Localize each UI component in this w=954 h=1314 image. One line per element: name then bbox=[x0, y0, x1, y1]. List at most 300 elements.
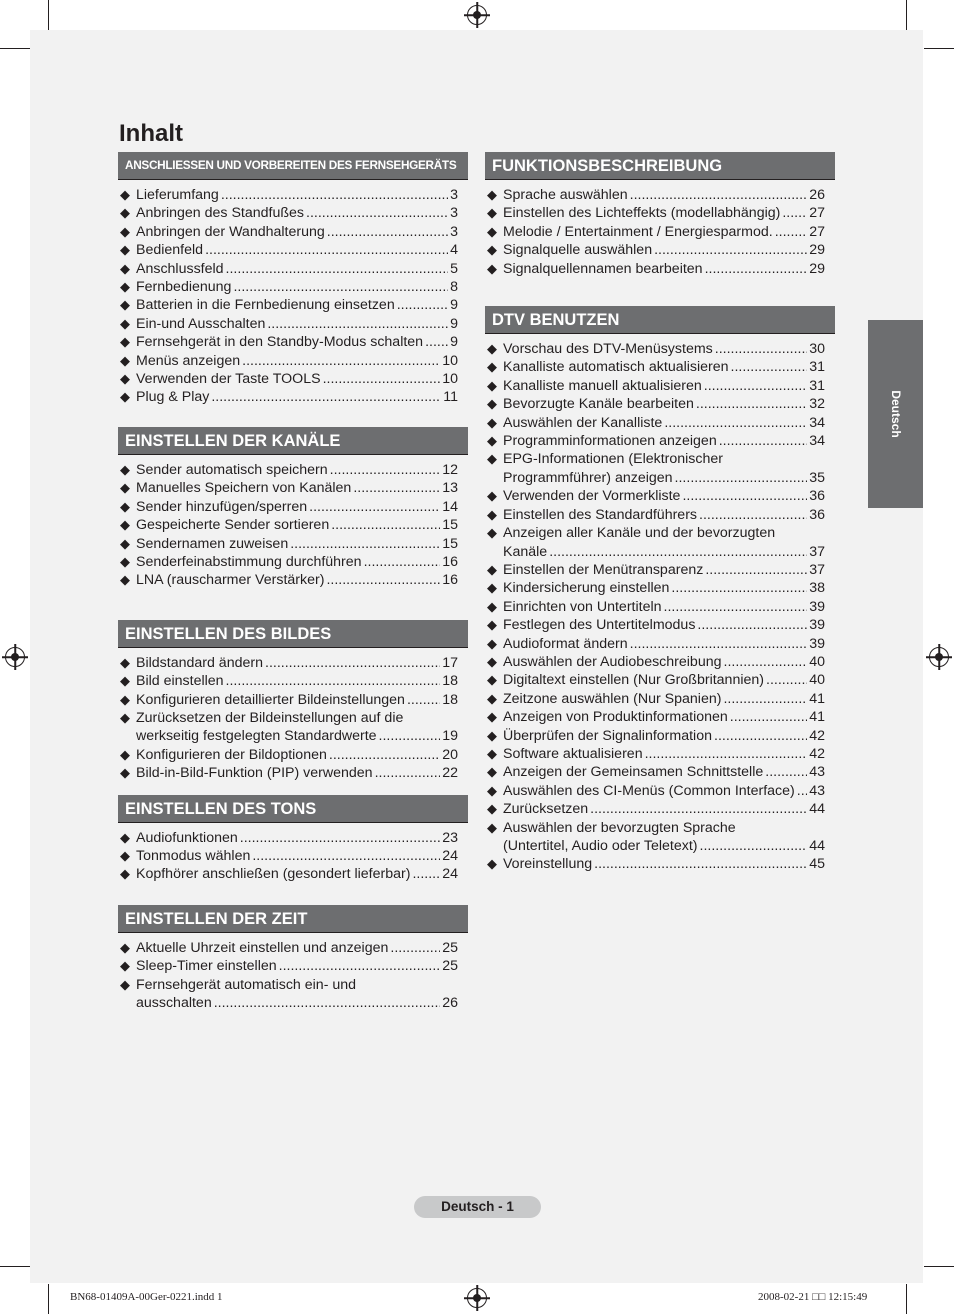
toc-entry-line bbox=[503, 223, 825, 241]
toc-page-number: 9 bbox=[450, 297, 458, 314]
toc-entry[interactable] bbox=[118, 746, 468, 764]
diamond-bullet-icon: ◆ bbox=[487, 377, 497, 393]
dot-leader bbox=[390, 939, 440, 957]
toc-page-number: 40 bbox=[809, 653, 825, 670]
diamond-bullet-icon: ◆ bbox=[120, 691, 130, 707]
toc-entry-text: Fernbedienung bbox=[136, 279, 232, 296]
toc-entry-line bbox=[136, 370, 458, 388]
dot-leader bbox=[309, 498, 440, 516]
dot-leader bbox=[290, 535, 440, 553]
crop-mark bbox=[0, 1266, 30, 1267]
toc-entry-line bbox=[503, 616, 825, 634]
print-timestamp: 2008-02-21 □□ 12:15:49 bbox=[758, 1291, 868, 1303]
diamond-bullet-icon: ◆ bbox=[120, 242, 130, 258]
diamond-bullet-icon: ◆ bbox=[487, 359, 497, 375]
toc-entry-line bbox=[503, 204, 825, 222]
toc-entry[interactable] bbox=[118, 571, 468, 589]
dot-leader bbox=[682, 487, 807, 505]
toc-entry[interactable] bbox=[118, 829, 468, 847]
toc-entry-line bbox=[136, 691, 458, 709]
diamond-bullet-icon: ◆ bbox=[487, 745, 497, 761]
dot-leader bbox=[326, 571, 440, 589]
diamond-bullet-icon: ◆ bbox=[487, 525, 497, 541]
toc-entry-text: Konfigurieren der Bildoptionen bbox=[136, 746, 327, 763]
toc-section bbox=[118, 795, 468, 884]
toc-entry-text: Signalquellennamen bearbeiten bbox=[503, 260, 703, 277]
toc-entry-list bbox=[118, 648, 468, 783]
dot-leader bbox=[205, 241, 448, 259]
dot-leader bbox=[797, 782, 807, 800]
toc-entry-text: Zeitzone auswählen (Nur Spanien) bbox=[503, 690, 722, 707]
toc-entry[interactable] bbox=[485, 855, 835, 873]
section-heading: EINSTELLEN DER KANÄLE bbox=[118, 427, 468, 455]
diamond-bullet-icon: ◆ bbox=[120, 572, 130, 588]
toc-entry-line bbox=[136, 553, 458, 571]
toc-entry-line bbox=[503, 377, 825, 395]
toc-entry[interactable] bbox=[118, 654, 468, 672]
toc-page-number: 39 bbox=[809, 598, 825, 615]
toc-page-number: 12 bbox=[442, 461, 458, 478]
diamond-bullet-icon: ◆ bbox=[487, 819, 497, 835]
toc-page-number: 4 bbox=[450, 242, 458, 259]
toc-page-number: 9 bbox=[450, 334, 458, 351]
diamond-bullet-icon: ◆ bbox=[120, 389, 130, 405]
toc-entry[interactable] bbox=[118, 370, 468, 388]
toc-entry[interactable] bbox=[118, 672, 468, 690]
toc-entry-text: Audioformat ändern bbox=[503, 635, 628, 652]
toc-entry[interactable] bbox=[485, 506, 835, 524]
section-heading: EINSTELLEN DER ZEIT bbox=[118, 905, 468, 933]
toc-entry-text: Konfigurieren detaillierter Bildeinstellungen bbox=[136, 691, 405, 708]
toc-entry-line bbox=[136, 498, 458, 516]
toc-entry-line bbox=[136, 709, 458, 727]
toc-page-number: 38 bbox=[809, 580, 825, 597]
toc-entry-text: Digitaltext einstellen (Nur Großbritannien) bbox=[503, 672, 765, 689]
toc-entry-text: Vorschau des DTV-Menüsystems bbox=[503, 341, 713, 358]
dot-leader bbox=[664, 598, 808, 616]
toc-entry[interactable] bbox=[118, 204, 468, 222]
toc-entry[interactable] bbox=[485, 579, 835, 597]
toc-entry[interactable] bbox=[485, 690, 835, 708]
dot-leader bbox=[379, 727, 441, 745]
toc-entry-line bbox=[503, 782, 825, 800]
toc-entry[interactable] bbox=[485, 260, 835, 278]
diamond-bullet-icon: ◆ bbox=[487, 451, 497, 467]
toc-page-number: 25 bbox=[442, 939, 458, 956]
diamond-bullet-icon: ◆ bbox=[120, 223, 130, 239]
diamond-bullet-icon: ◆ bbox=[120, 187, 130, 202]
toc-entry-line bbox=[503, 487, 825, 505]
toc-entry-line bbox=[503, 819, 825, 837]
toc-entry[interactable] bbox=[118, 260, 468, 278]
section-heading: FUNKTIONSBESCHREIBUNG bbox=[485, 152, 835, 180]
toc-entry[interactable] bbox=[118, 709, 468, 746]
toc-page-number: 44 bbox=[809, 838, 825, 854]
toc-entry[interactable] bbox=[485, 671, 835, 689]
toc-entry-text: Auswählen der Kanalliste bbox=[503, 414, 663, 431]
toc-page-number: 3 bbox=[450, 187, 458, 203]
toc-entry-line bbox=[136, 746, 458, 764]
dot-leader bbox=[226, 260, 449, 278]
toc-entry-text: Bedienfeld bbox=[136, 242, 204, 259]
toc-page-number: 27 bbox=[809, 205, 825, 222]
toc-entry-text: Zurücksetzen bbox=[503, 801, 589, 818]
crop-mark bbox=[48, 1284, 49, 1314]
toc-entry[interactable] bbox=[118, 976, 468, 1013]
dot-leader bbox=[221, 186, 448, 204]
diamond-bullet-icon: ◆ bbox=[487, 635, 497, 651]
toc-entry[interactable] bbox=[118, 241, 468, 259]
toc-page-number: 9 bbox=[450, 315, 458, 332]
toc-entry-line bbox=[136, 388, 458, 406]
diamond-bullet-icon: ◆ bbox=[120, 553, 130, 569]
dot-leader bbox=[240, 829, 440, 847]
toc-entry-list bbox=[118, 180, 468, 407]
toc-entry[interactable] bbox=[485, 763, 835, 781]
dot-leader bbox=[715, 340, 807, 358]
toc-entry[interactable] bbox=[485, 653, 835, 671]
toc-page-number: 25 bbox=[442, 958, 458, 975]
toc-entry-text: LNA (rauscharmer Verstärker) bbox=[136, 572, 325, 589]
toc-entry-line bbox=[136, 994, 458, 1012]
toc-entry[interactable] bbox=[118, 939, 468, 957]
toc-page-number: 29 bbox=[809, 260, 825, 277]
diamond-bullet-icon: ◆ bbox=[120, 847, 130, 863]
toc-entry-line bbox=[136, 847, 458, 865]
page-title: Inhalt bbox=[119, 120, 183, 147]
dot-leader bbox=[549, 543, 807, 561]
toc-entry[interactable] bbox=[485, 358, 835, 376]
toc-entry[interactable] bbox=[118, 186, 468, 204]
dot-leader bbox=[705, 561, 807, 579]
toc-entry[interactable] bbox=[118, 352, 468, 370]
toc-entry-text: Batterien in die Fernbedienung einsetzen bbox=[136, 297, 395, 314]
dot-leader bbox=[226, 672, 441, 690]
dot-leader bbox=[664, 414, 807, 432]
toc-entry-text: Ein-und Ausschalten bbox=[136, 315, 266, 332]
toc-entry-text: Programminformationen anzeigen bbox=[503, 433, 717, 450]
toc-entry[interactable] bbox=[485, 223, 835, 241]
toc-entry-line bbox=[503, 579, 825, 597]
diamond-bullet-icon: ◆ bbox=[120, 654, 130, 670]
toc-entry-line bbox=[503, 340, 825, 358]
diamond-bullet-icon: ◆ bbox=[120, 315, 130, 331]
toc-entry[interactable] bbox=[485, 598, 835, 616]
diamond-bullet-icon: ◆ bbox=[487, 580, 497, 596]
dot-leader bbox=[265, 654, 440, 672]
dot-leader bbox=[700, 837, 808, 855]
toc-entry-line bbox=[136, 315, 458, 333]
side-tab-label: Deutsch bbox=[888, 390, 903, 438]
toc-page-number: 14 bbox=[442, 498, 458, 515]
toc-page-number: 39 bbox=[809, 635, 825, 652]
toc-entry-text: Bild einstellen bbox=[136, 673, 224, 690]
dot-leader bbox=[407, 691, 440, 709]
toc-entry[interactable] bbox=[118, 847, 468, 865]
toc-entry-text: Plug & Play bbox=[136, 389, 210, 406]
toc-entry[interactable] bbox=[485, 800, 835, 818]
section-heading: ANSCHLIESSEN UND VORBEREITEN DES FERNSEHGERÄTS bbox=[118, 152, 468, 180]
toc-entry[interactable] bbox=[485, 819, 835, 856]
toc-entry[interactable] bbox=[485, 432, 835, 450]
diamond-bullet-icon: ◆ bbox=[487, 617, 497, 633]
dot-leader bbox=[252, 847, 440, 865]
toc-entry-line bbox=[136, 479, 458, 497]
toc-entry[interactable] bbox=[485, 204, 835, 222]
crop-mark bbox=[906, 1284, 907, 1314]
dot-leader bbox=[364, 553, 441, 571]
toc-entry-line bbox=[503, 506, 825, 524]
toc-entry-text: Audiofunktionen bbox=[136, 829, 238, 846]
toc-entry-text: Signalquelle auswählen bbox=[503, 242, 653, 259]
toc-entry[interactable] bbox=[485, 727, 835, 745]
toc-entry-text: Auswählen der Audiobeschreibung bbox=[503, 653, 722, 670]
toc-entry-text: Sender hinzufügen/sperren bbox=[136, 498, 308, 515]
diamond-bullet-icon: ◆ bbox=[487, 242, 497, 258]
toc-page-number: 41 bbox=[809, 709, 825, 726]
toc-page-number: 43 bbox=[809, 764, 825, 781]
toc-entry-text: Verwenden der Vormerkliste bbox=[503, 488, 681, 505]
toc-entry-line bbox=[503, 745, 825, 763]
toc-entry[interactable] bbox=[118, 223, 468, 241]
toc-page-number: 16 bbox=[442, 553, 458, 570]
diamond-bullet-icon: ◆ bbox=[120, 205, 130, 221]
toc-entry-text: Lieferumfang bbox=[136, 187, 219, 203]
dot-leader bbox=[731, 358, 808, 376]
dot-leader bbox=[697, 616, 807, 634]
toc-entry-text: Kanalliste manuell aktualisieren bbox=[503, 377, 702, 394]
toc-entry-text: Fernsehgerät in den Standby-Modus schalten bbox=[136, 334, 424, 351]
diamond-bullet-icon: ◆ bbox=[120, 334, 130, 350]
toc-page-number: 3 bbox=[450, 205, 458, 222]
dot-leader bbox=[375, 764, 441, 782]
toc-page-number: 20 bbox=[442, 746, 458, 763]
toc-entry-text: Auswählen der bevorzugten Sprache bbox=[503, 819, 736, 836]
toc-entry-line bbox=[136, 976, 458, 994]
diamond-bullet-icon: ◆ bbox=[120, 461, 130, 477]
toc-page-number: 35 bbox=[809, 469, 825, 486]
toc-page-number: 16 bbox=[442, 572, 458, 589]
toc-page-number: 45 bbox=[809, 856, 825, 873]
toc-entry[interactable] bbox=[485, 241, 835, 259]
toc-entry[interactable] bbox=[118, 388, 468, 406]
diamond-bullet-icon: ◆ bbox=[487, 690, 497, 706]
toc-page-number: 42 bbox=[809, 745, 825, 762]
page-number-footer: Deutsch - 1 bbox=[414, 1196, 541, 1218]
dot-leader bbox=[714, 727, 807, 745]
toc-page-number: 36 bbox=[809, 488, 825, 505]
toc-entry[interactable] bbox=[485, 395, 835, 413]
diamond-bullet-icon: ◆ bbox=[487, 801, 497, 817]
toc-entry-text: Software aktualisieren bbox=[503, 745, 643, 762]
file-slug: BN68-01409A-00Ger-0221.indd 1 bbox=[70, 1291, 223, 1303]
toc-entry-text: Überprüfen der Signalinformation bbox=[503, 727, 712, 744]
toc-entry-list bbox=[118, 933, 468, 1013]
toc-entry-line bbox=[503, 524, 825, 542]
crop-mark bbox=[924, 1266, 954, 1267]
dot-leader bbox=[353, 479, 440, 497]
toc-entry[interactable] bbox=[118, 479, 468, 497]
crop-mark bbox=[906, 0, 907, 30]
registration-mark-icon bbox=[929, 647, 949, 667]
toc-entry-line bbox=[503, 708, 825, 726]
toc-entry[interactable] bbox=[485, 745, 835, 763]
toc-entry-text: Zurücksetzen der Bildeinstellungen auf die bbox=[136, 709, 404, 726]
toc-entry-line bbox=[503, 414, 825, 432]
toc-entry-text: Anschlussfeld bbox=[136, 260, 224, 277]
toc-entry[interactable] bbox=[485, 377, 835, 395]
toc-entry[interactable] bbox=[485, 450, 835, 487]
toc-entry-line bbox=[136, 278, 458, 296]
crop-mark bbox=[924, 48, 954, 49]
toc-entry-text: Gespeicherte Sender sortieren bbox=[136, 517, 330, 534]
diamond-bullet-icon: ◆ bbox=[120, 535, 130, 551]
toc-entry[interactable] bbox=[485, 340, 835, 358]
toc-entry-line bbox=[136, 571, 458, 589]
diamond-bullet-icon: ◆ bbox=[487, 506, 497, 522]
toc-entry[interactable] bbox=[485, 524, 835, 561]
toc-page-number: 10 bbox=[442, 352, 458, 369]
diamond-bullet-icon: ◆ bbox=[120, 260, 130, 276]
dot-leader bbox=[645, 745, 808, 763]
toc-entry-line bbox=[136, 865, 458, 883]
toc-page-number: 34 bbox=[809, 433, 825, 450]
dot-leader bbox=[211, 388, 441, 406]
dot-leader bbox=[719, 432, 808, 450]
toc-entry-text: Senderfeinabstimmung durchführen bbox=[136, 553, 362, 570]
toc-entry-text: Tonmodus wählen bbox=[136, 847, 251, 864]
toc-entry-list bbox=[118, 455, 468, 590]
toc-entry-text: Einstellen des Standardführers bbox=[503, 506, 698, 523]
toc-entry[interactable] bbox=[118, 461, 468, 479]
dot-leader bbox=[323, 370, 441, 388]
diamond-bullet-icon: ◆ bbox=[120, 709, 130, 725]
toc-entry-line bbox=[503, 260, 825, 278]
dot-leader bbox=[267, 315, 448, 333]
toc-entry[interactable] bbox=[485, 414, 835, 432]
toc-entry-text: Voreinstellung bbox=[503, 856, 593, 873]
toc-entry[interactable] bbox=[118, 553, 468, 571]
toc-entry-line bbox=[136, 654, 458, 672]
toc-entry-line bbox=[503, 469, 825, 487]
toc-entry-text: Fernsehgerät automatisch ein- und bbox=[136, 976, 357, 993]
toc-page-number: 22 bbox=[442, 765, 458, 782]
toc-section bbox=[485, 152, 835, 278]
toc-page-number: 30 bbox=[809, 341, 825, 358]
toc-entry[interactable] bbox=[485, 782, 835, 800]
diamond-bullet-icon: ◆ bbox=[487, 187, 497, 202]
toc-entry-line bbox=[136, 204, 458, 222]
toc-entry[interactable] bbox=[118, 278, 468, 296]
diamond-bullet-icon: ◆ bbox=[120, 371, 130, 387]
toc-page-number: 10 bbox=[442, 371, 458, 388]
toc-entry[interactable] bbox=[118, 535, 468, 553]
toc-entry[interactable] bbox=[485, 186, 835, 204]
toc-entry-line bbox=[503, 727, 825, 745]
diamond-bullet-icon: ◆ bbox=[487, 653, 497, 669]
toc-entry[interactable] bbox=[118, 296, 468, 314]
dot-leader bbox=[331, 516, 440, 534]
toc-entry-line bbox=[136, 352, 458, 370]
toc-entry-line bbox=[136, 727, 458, 745]
toc-entry-line bbox=[503, 543, 825, 561]
toc-entry-line bbox=[503, 186, 825, 204]
toc-page-number: 19 bbox=[442, 728, 458, 745]
dot-leader bbox=[671, 579, 807, 597]
toc-entry-line bbox=[136, 764, 458, 782]
toc-entry-text: Auswählen des CI-Menüs (Common Interface) bbox=[503, 782, 795, 799]
toc-entry-line bbox=[136, 516, 458, 534]
diamond-bullet-icon: ◆ bbox=[120, 480, 130, 496]
toc-entry-line bbox=[503, 855, 825, 873]
toc-page-number: 26 bbox=[442, 995, 458, 1011]
dot-leader bbox=[766, 671, 807, 689]
dot-leader bbox=[590, 800, 807, 818]
toc-entry-line bbox=[136, 223, 458, 241]
toc-entry[interactable] bbox=[118, 516, 468, 534]
toc-page-number: 34 bbox=[809, 414, 825, 431]
toc-page-number: 31 bbox=[809, 377, 825, 394]
toc-page-number: 44 bbox=[809, 801, 825, 818]
diamond-bullet-icon: ◆ bbox=[487, 782, 497, 798]
toc-entry-text: Programmführer) anzeigen bbox=[503, 469, 673, 486]
toc-entry-list bbox=[485, 180, 835, 278]
toc-page-number: 15 bbox=[442, 517, 458, 534]
toc-entry-line bbox=[503, 763, 825, 781]
toc-entry[interactable] bbox=[485, 708, 835, 726]
dot-leader bbox=[765, 763, 807, 781]
toc-entry[interactable] bbox=[118, 764, 468, 782]
toc-page-number: 29 bbox=[809, 242, 825, 259]
diamond-bullet-icon: ◆ bbox=[120, 517, 130, 533]
toc-entry-text: (Untertitel, Audio oder Teletext) bbox=[503, 838, 698, 854]
toc-page-number: 32 bbox=[809, 396, 825, 413]
toc-entry[interactable] bbox=[485, 487, 835, 505]
toc-entry-line bbox=[136, 939, 458, 957]
toc-entry-line bbox=[136, 957, 458, 975]
dot-leader bbox=[696, 395, 807, 413]
diamond-bullet-icon: ◆ bbox=[487, 341, 497, 357]
toc-page-number: 41 bbox=[809, 690, 825, 707]
toc-entry-line bbox=[503, 800, 825, 818]
toc-entry[interactable] bbox=[118, 333, 468, 351]
toc-entry-text: Kindersicherung einstellen bbox=[503, 580, 670, 597]
toc-entry-text: Menüs anzeigen bbox=[136, 352, 241, 369]
toc-entry-list bbox=[118, 823, 468, 884]
dot-leader bbox=[425, 333, 448, 351]
toc-entry[interactable] bbox=[118, 691, 468, 709]
toc-entry[interactable] bbox=[485, 635, 835, 653]
toc-entry[interactable] bbox=[485, 616, 835, 634]
diamond-bullet-icon: ◆ bbox=[487, 856, 497, 872]
toc-entry[interactable] bbox=[118, 957, 468, 975]
toc-entry-text: Melodie / Entertainment / Energiesparmod. bbox=[503, 223, 773, 240]
toc-entry-line bbox=[136, 461, 458, 479]
dot-leader bbox=[327, 223, 448, 241]
toc-entry[interactable] bbox=[118, 498, 468, 516]
toc-entry-text: Anzeigen von Produktinformationen bbox=[503, 709, 728, 726]
dot-leader bbox=[730, 708, 807, 726]
diamond-bullet-icon: ◆ bbox=[487, 727, 497, 743]
dot-leader bbox=[329, 746, 440, 764]
toc-entry[interactable] bbox=[118, 865, 468, 883]
toc-entry-list bbox=[485, 334, 835, 874]
toc-entry[interactable] bbox=[118, 315, 468, 333]
diamond-bullet-icon: ◆ bbox=[487, 396, 497, 412]
toc-section bbox=[118, 905, 468, 1013]
toc-entry[interactable] bbox=[485, 561, 835, 579]
toc-entry-text: Sleep-Timer einstellen bbox=[136, 958, 277, 975]
